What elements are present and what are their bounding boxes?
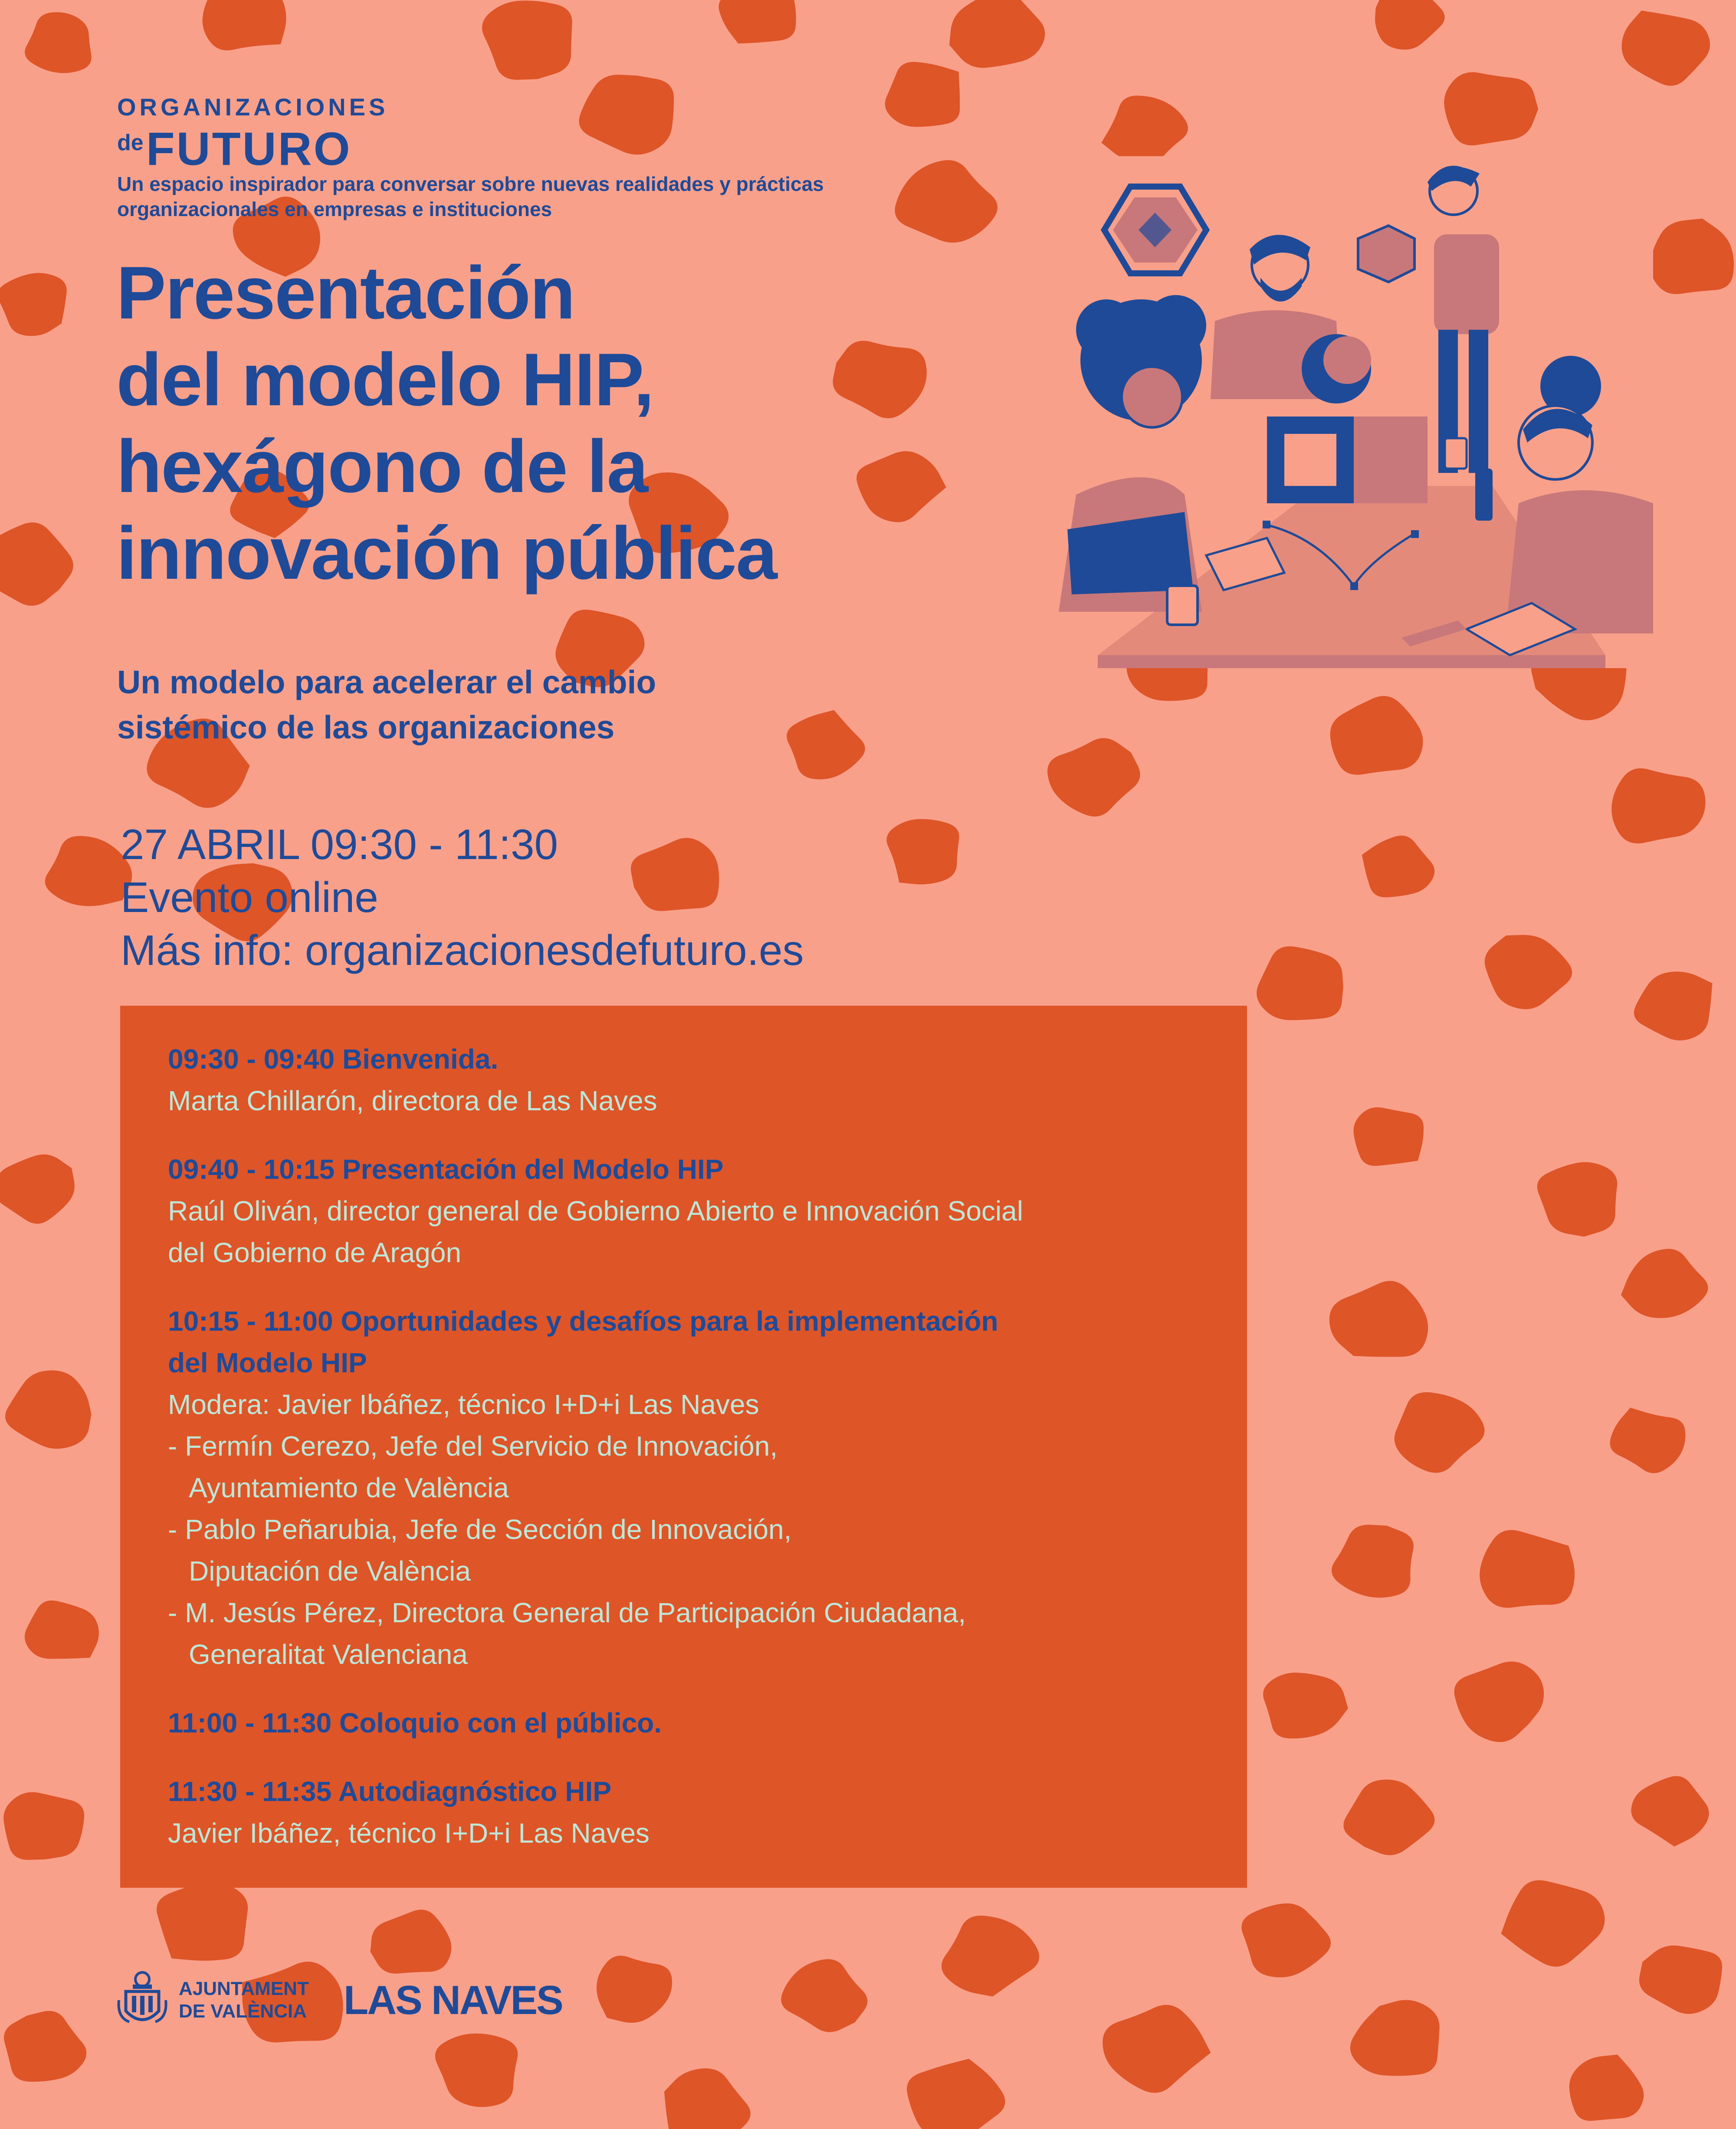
brand-de: de	[117, 130, 144, 155]
blob-shape	[1650, 219, 1734, 294]
agenda-line: - Pablo Peñarubia, Jefe de Sección de Innovación,	[168, 1514, 792, 1545]
blob-shape	[886, 819, 959, 885]
event-date: 27 ABRIL 09:30 - 11:30	[121, 820, 558, 868]
agenda-time: 11:00 - 11:30 Coloquio con el público.	[168, 1707, 662, 1739]
blob-shape	[1485, 935, 1572, 1009]
blob-shape	[25, 12, 92, 73]
blob-shape	[157, 1882, 248, 1961]
blob-shape	[1330, 696, 1423, 775]
blob-shape	[0, 273, 67, 336]
event-more-info-link[interactable]: Más info: organizacionesdefuturo.es	[121, 926, 804, 974]
blob-shape	[1480, 1530, 1575, 1607]
ajuntament-logo	[116, 1970, 309, 2031]
blob-shape	[435, 2034, 518, 2107]
title-line: Presentación	[116, 251, 575, 335]
team-illustration	[1041, 156, 1653, 668]
blob-shape	[0, 1155, 75, 1224]
agenda-panel	[120, 1006, 1247, 1888]
agenda-line: - M. Jesús Pérez, Directora General de Participación Ciudadana,	[168, 1597, 966, 1628]
blob-shape	[1103, 2005, 1211, 2093]
blob-shape	[1634, 971, 1713, 1040]
blob-shape	[1639, 1945, 1722, 2014]
blob-shape	[1362, 836, 1434, 897]
agenda-line: Ayuntamiento de València	[189, 1472, 509, 1503]
page-title	[116, 249, 1027, 597]
blob-shape	[885, 62, 960, 127]
blob-shape	[203, 0, 286, 50]
subtitle-line: Un modelo para acelerar el cambio	[117, 664, 656, 700]
blob-shape	[5, 1370, 92, 1449]
blob-shape	[579, 75, 674, 154]
title-line: innovación pública	[116, 512, 777, 595]
agenda-line: Diputación de València	[189, 1555, 471, 1587]
blob-shape	[664, 2068, 751, 2129]
blob-shape	[1257, 946, 1343, 1020]
agenda-line: Marta Chillarón, directora de Las Naves	[168, 1085, 657, 1116]
blob-shape	[1621, 1249, 1708, 1318]
blob-shape	[1537, 1162, 1618, 1237]
blob-shape	[1444, 72, 1538, 145]
blob-shape	[1241, 1903, 1331, 1978]
blob-shape	[1610, 1408, 1685, 1473]
agenda-line: Modera: Javier Ibáñez, técnico I+D+i Las Naves	[168, 1389, 759, 1420]
blob-shape	[482, 0, 572, 80]
agenda-line: - Fermín Cerezo, Jefe del Servicio de Innovación,	[168, 1430, 778, 1462]
agenda-item	[168, 1148, 1199, 1273]
agenda-line: Raúl Oliván, director general de Gobierno Abierto e Innovación Social	[168, 1195, 1023, 1227]
brand-futuro: FUTURO	[146, 122, 352, 175]
agenda-time: 11:30 - 11:35 Autodiagnóstico HIP	[168, 1776, 611, 1807]
blob-shape	[1101, 95, 1188, 166]
blob-shape	[1353, 1107, 1424, 1166]
blob-shape	[942, 1916, 1039, 1997]
agenda-line: Generalitat Valenciana	[189, 1639, 468, 1670]
blob-shape	[781, 1959, 867, 2032]
subtitle-line: sistémico de las organizaciones	[117, 709, 615, 745]
agenda-line: Javier Ibáñez, técnico I+D+i Las Naves	[168, 1817, 650, 1849]
title-line: del modelo HIP,	[116, 338, 653, 421]
agenda-time: 09:30 - 09:40 Bienvenida.	[168, 1043, 499, 1075]
blob-shape	[1454, 1661, 1544, 1742]
blob-shape	[1329, 1281, 1428, 1357]
las-naves-logo: LAS NAVES	[343, 1977, 562, 2023]
blob-shape	[1375, 0, 1445, 49]
blob-shape	[949, 0, 1045, 68]
agenda-item	[168, 1300, 1199, 1675]
blob-shape	[25, 1601, 99, 1659]
tagline: Un espacio inspirador para conversar sobre nuevas realidades y prácticas organizacionales en empresas e instituciones	[117, 173, 824, 220]
coat-of-arms-icon	[116, 1970, 168, 2031]
agenda-line: del Gobierno de Aragón	[168, 1237, 462, 1268]
blob-shape	[895, 160, 998, 243]
blob-shape	[45, 836, 132, 906]
blob-shape	[1631, 1776, 1709, 1847]
blob-shape	[1332, 1525, 1414, 1598]
agenda-time: 10:15 - 11:00 Oportunidades y desafíos para la implementación	[168, 1306, 998, 1337]
blob-shape	[719, 0, 796, 44]
blob-shape	[0, 522, 73, 606]
agenda-time-continued: del Modelo HIP	[168, 1347, 367, 1378]
ajuntament-line2: DE VALÈNCIA	[179, 2001, 307, 2022]
event-mode: Evento online	[121, 873, 378, 921]
agenda-item	[168, 1702, 1199, 1744]
footer-logos	[116, 1970, 562, 2031]
blob-shape	[1263, 1673, 1348, 1739]
blob-shape	[1343, 1780, 1434, 1855]
blob-shape	[597, 1956, 672, 2023]
blob-shape	[907, 2059, 1005, 2129]
blob-shape	[1395, 1392, 1485, 1473]
blob-shape	[1047, 738, 1140, 817]
agenda-item	[168, 1771, 1199, 1854]
brand-line1: ORGANIZACIONES	[117, 93, 389, 121]
event-info	[121, 818, 804, 977]
blob-shape	[371, 1909, 452, 1974]
blob-shape	[1350, 2000, 1440, 2076]
blob-shape	[1501, 1880, 1605, 1967]
blob-shape	[3, 1792, 84, 1860]
blob-shape	[1611, 768, 1705, 843]
blob-shape	[4, 2011, 86, 2082]
ajuntament-line1: AJUNTAMENT	[179, 1978, 309, 1999]
agenda-time: 09:40 - 10:15 Presentación del Modelo HIP	[168, 1154, 724, 1185]
organizaciones-de-futuro-logo	[117, 93, 389, 175]
blob-shape	[1569, 2055, 1644, 2121]
title-line: hexágono de la	[116, 425, 648, 508]
blob-shape	[1622, 10, 1710, 86]
subtitle	[117, 659, 855, 750]
agenda-item	[168, 1038, 1199, 1122]
